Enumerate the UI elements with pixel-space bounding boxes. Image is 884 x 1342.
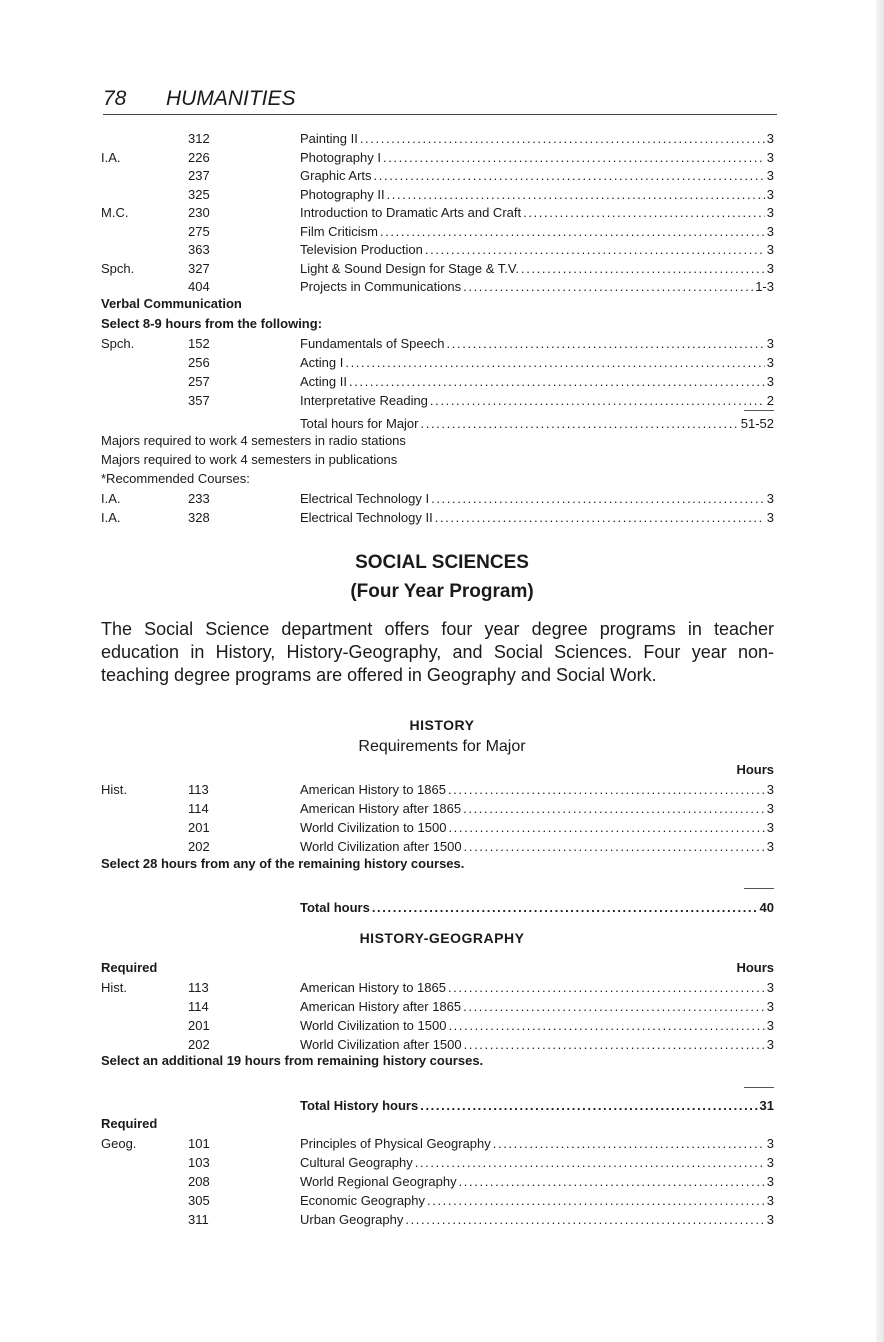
course-hours: 3 xyxy=(766,999,774,1014)
course-title: American History after 1865 xyxy=(300,801,462,816)
note-radio: Majors required to work 4 semesters in radio stations xyxy=(101,433,406,448)
course-dept: Spch. xyxy=(101,336,135,351)
course-row xyxy=(0,240,884,259)
course-title: World Civilization to 1500 xyxy=(300,820,447,835)
course-row xyxy=(0,997,884,1016)
course-hours: 3 xyxy=(766,1212,774,1227)
history-hours-label: Hours xyxy=(736,762,774,777)
course-number: 328 xyxy=(188,510,210,525)
course-row xyxy=(0,391,884,410)
course-title: World Civilization after 1500 xyxy=(300,1037,462,1052)
leader-dots xyxy=(463,277,753,296)
course-row xyxy=(0,1035,884,1054)
course-hours: 3 xyxy=(766,1136,774,1151)
course-hours: 3 xyxy=(766,186,774,202)
course-hours: 3 xyxy=(766,839,774,854)
leader-dots xyxy=(448,818,764,837)
page-header xyxy=(103,84,777,115)
leader-dots xyxy=(383,148,765,167)
leader-dots xyxy=(380,222,765,241)
social-title: SOCIAL SCIENCES xyxy=(355,552,529,573)
course-dept: Spch. xyxy=(101,260,135,276)
course-hours: 3 xyxy=(766,336,774,351)
course-hours: 3 xyxy=(766,980,774,995)
course-hours: 1-3 xyxy=(755,279,774,294)
course-number: 363 xyxy=(188,242,210,257)
leader-dots xyxy=(448,978,765,997)
course-title: Electrical Technology I xyxy=(300,491,430,506)
course-hours: 2 xyxy=(766,393,774,408)
course-number: 113 xyxy=(188,782,209,797)
course-number: 325 xyxy=(188,186,210,202)
leader-dots xyxy=(430,391,765,410)
course-number: 114 xyxy=(188,999,209,1014)
course-number: 152 xyxy=(188,336,210,351)
course-title: American History to 1865 xyxy=(300,782,446,797)
course-row xyxy=(0,1191,884,1210)
course-row xyxy=(0,372,884,391)
course-row xyxy=(0,353,884,372)
course-hours: 3 xyxy=(766,782,774,797)
course-row xyxy=(0,837,884,856)
course-title: World Regional Geography xyxy=(300,1174,457,1189)
course-number: 357 xyxy=(188,393,210,408)
course-number: 201 xyxy=(188,1018,210,1033)
course-title: World Civilization after 1500 xyxy=(300,839,462,854)
course-title: American History to 1865 xyxy=(300,980,446,995)
social-paragraph: The Social Science department offers four year degree programs in teacher education in History, History-Geography, and Social Sciences. Four year non-teaching degree programs are offered in Geography and Social Work. xyxy=(101,619,774,685)
course-title: Projects in Communications xyxy=(300,279,462,294)
course-hours: 3 xyxy=(766,1174,774,1189)
course-number: 201 xyxy=(188,820,210,835)
course-row xyxy=(0,148,884,167)
course-hours: 3 xyxy=(766,223,774,239)
page-number: 78 xyxy=(103,87,127,110)
course-row xyxy=(0,1016,884,1035)
course-dept: Hist. xyxy=(101,980,127,995)
course-number: 230 xyxy=(188,205,210,220)
note-recommended: *Recommended Courses: xyxy=(101,471,250,486)
course-number: 101 xyxy=(188,1136,210,1151)
course-hours: 3 xyxy=(766,168,774,183)
leader-dots xyxy=(523,203,765,222)
course-row xyxy=(0,129,884,148)
histgeo-total-row xyxy=(0,1096,884,1115)
total-rule xyxy=(744,1087,774,1088)
social-subtitle: (Four Year Program) xyxy=(350,581,534,602)
course-dept: I.A. xyxy=(101,510,121,525)
total-hours: 51-52 xyxy=(740,416,774,431)
course-row xyxy=(0,799,884,818)
course-hours: 3 xyxy=(766,1193,774,1208)
course-hours: 3 xyxy=(766,131,774,146)
course-number: 311 xyxy=(188,1212,209,1227)
leader-dots xyxy=(431,489,765,508)
course-row xyxy=(0,1153,884,1172)
leader-dots xyxy=(387,185,765,204)
leader-dots xyxy=(435,508,765,527)
course-title: Interpretative Reading xyxy=(300,393,428,408)
course-title: Television Production xyxy=(300,242,423,257)
course-dept: Geog. xyxy=(101,1136,137,1151)
total-hours: 40 xyxy=(759,900,774,915)
leader-dots xyxy=(421,414,739,433)
course-hours: 3 xyxy=(766,510,774,525)
course-number: 114 xyxy=(188,801,209,816)
course-row xyxy=(0,185,884,204)
course-row xyxy=(0,259,884,278)
course-row xyxy=(0,818,884,837)
histgeo-heading: HISTORY-GEOGRAPHY xyxy=(359,930,525,946)
verbal-instruction: Select 8-9 hours from the following: xyxy=(101,316,323,331)
course-row xyxy=(0,334,884,353)
course-number: 113 xyxy=(188,980,209,995)
course-title: Introduction to Dramatic Arts and Craft xyxy=(300,205,522,220)
course-number: 226 xyxy=(188,149,210,165)
total-label: Total hours xyxy=(300,900,370,915)
leader-dots xyxy=(374,166,765,185)
course-number: 327 xyxy=(188,260,210,276)
course-hours: 3 xyxy=(766,205,774,220)
course-title: World Civilization to 1500 xyxy=(300,1018,447,1033)
course-number: 233 xyxy=(188,491,210,506)
history-heading: HISTORY xyxy=(409,717,475,733)
course-row xyxy=(0,508,884,527)
course-number: 257 xyxy=(188,374,210,389)
course-title: Fundamentals of Speech xyxy=(300,336,445,351)
leader-dots xyxy=(448,780,765,799)
course-row xyxy=(0,1210,884,1229)
course-number: 103 xyxy=(188,1155,210,1170)
leader-dots xyxy=(425,240,765,259)
course-number: 275 xyxy=(188,223,210,239)
course-title: American History after 1865 xyxy=(300,999,462,1014)
leader-dots xyxy=(360,129,765,148)
leader-dots xyxy=(415,1153,765,1172)
total-hours: 31 xyxy=(759,1098,774,1113)
course-title: Acting I xyxy=(300,355,344,370)
course-row xyxy=(0,489,884,508)
course-title: Film Criticism xyxy=(300,223,378,239)
course-title: Acting II xyxy=(300,374,347,389)
course-title: Graphic Arts xyxy=(300,168,372,183)
course-row xyxy=(0,277,884,296)
leader-dots xyxy=(420,1096,757,1115)
course-dept: Hist. xyxy=(101,782,127,797)
history-instruction: Select 28 hours from any of the remaining history courses. xyxy=(101,856,465,871)
course-hours: 3 xyxy=(766,374,774,389)
leader-dots xyxy=(464,837,765,856)
leader-dots xyxy=(459,1172,765,1191)
total-label: Total hours for Major xyxy=(300,416,419,431)
course-dept: M.C. xyxy=(101,205,129,220)
course-hours: 3 xyxy=(766,1037,774,1052)
course-hours: 3 xyxy=(766,149,774,165)
total-rule xyxy=(744,888,774,889)
leader-dots xyxy=(447,334,765,353)
history-subheading: Requirements for Major xyxy=(358,738,526,755)
total-rule xyxy=(744,410,774,411)
course-row xyxy=(0,780,884,799)
leader-dots xyxy=(345,353,764,372)
course-title: Painting II xyxy=(300,131,358,146)
course-hours: 3 xyxy=(766,1018,774,1033)
course-number: 202 xyxy=(188,1037,210,1052)
course-number: 404 xyxy=(188,279,210,294)
course-hours: 3 xyxy=(766,355,774,370)
course-row xyxy=(0,203,884,222)
course-hours: 3 xyxy=(766,260,774,276)
leader-dots xyxy=(463,799,765,818)
verbal-total-row xyxy=(0,414,884,433)
leader-dots xyxy=(427,1191,765,1210)
leader-dots xyxy=(521,259,765,278)
course-row xyxy=(0,1134,884,1153)
course-title: Light & Sound Design for Stage & T.V. xyxy=(300,260,519,276)
course-title: Cultural Geography xyxy=(300,1155,413,1170)
leader-dots xyxy=(372,898,758,917)
histgeo-required-label: Required xyxy=(101,960,158,975)
course-number: 256 xyxy=(188,355,210,370)
course-row xyxy=(0,222,884,241)
histgeo-instruction: Select an additional 19 hours from remaining history courses. xyxy=(101,1053,484,1068)
course-hours: 3 xyxy=(766,801,774,816)
leader-dots xyxy=(448,1016,764,1035)
histgeo-hours-label: Hours xyxy=(736,960,774,975)
leader-dots xyxy=(463,997,765,1016)
course-dept: I.A. xyxy=(101,149,121,165)
course-row xyxy=(0,166,884,185)
course-title: Photography II xyxy=(300,186,385,202)
leader-dots xyxy=(493,1134,765,1153)
course-row xyxy=(0,978,884,997)
course-hours: 3 xyxy=(766,491,774,506)
total-label: Total History hours xyxy=(300,1098,419,1113)
history-total-row xyxy=(0,898,884,917)
course-title: Electrical Technology II xyxy=(300,510,433,525)
course-title: Principles of Physical Geography xyxy=(300,1136,491,1151)
course-number: 305 xyxy=(188,1193,210,1208)
section-title: HUMANITIES xyxy=(166,87,296,110)
course-title: Photography I xyxy=(300,149,381,165)
course-row xyxy=(0,1172,884,1191)
course-number: 237 xyxy=(188,168,210,183)
course-number: 202 xyxy=(188,839,210,854)
leader-dots xyxy=(464,1035,765,1054)
leader-dots xyxy=(405,1210,764,1229)
course-title: Economic Geography xyxy=(300,1193,426,1208)
course-title: Urban Geography xyxy=(300,1212,404,1227)
course-hours: 3 xyxy=(766,242,774,257)
geo-required-label: Required xyxy=(101,1116,158,1131)
course-number: 208 xyxy=(188,1174,210,1189)
course-dept: I.A. xyxy=(101,491,121,506)
note-publications: Majors required to work 4 semesters in publications xyxy=(101,452,398,467)
verbal-heading: Verbal Communication xyxy=(101,296,242,311)
course-hours: 3 xyxy=(766,1155,774,1170)
leader-dots xyxy=(349,372,765,391)
course-number: 312 xyxy=(188,131,210,146)
course-hours: 3 xyxy=(766,820,774,835)
